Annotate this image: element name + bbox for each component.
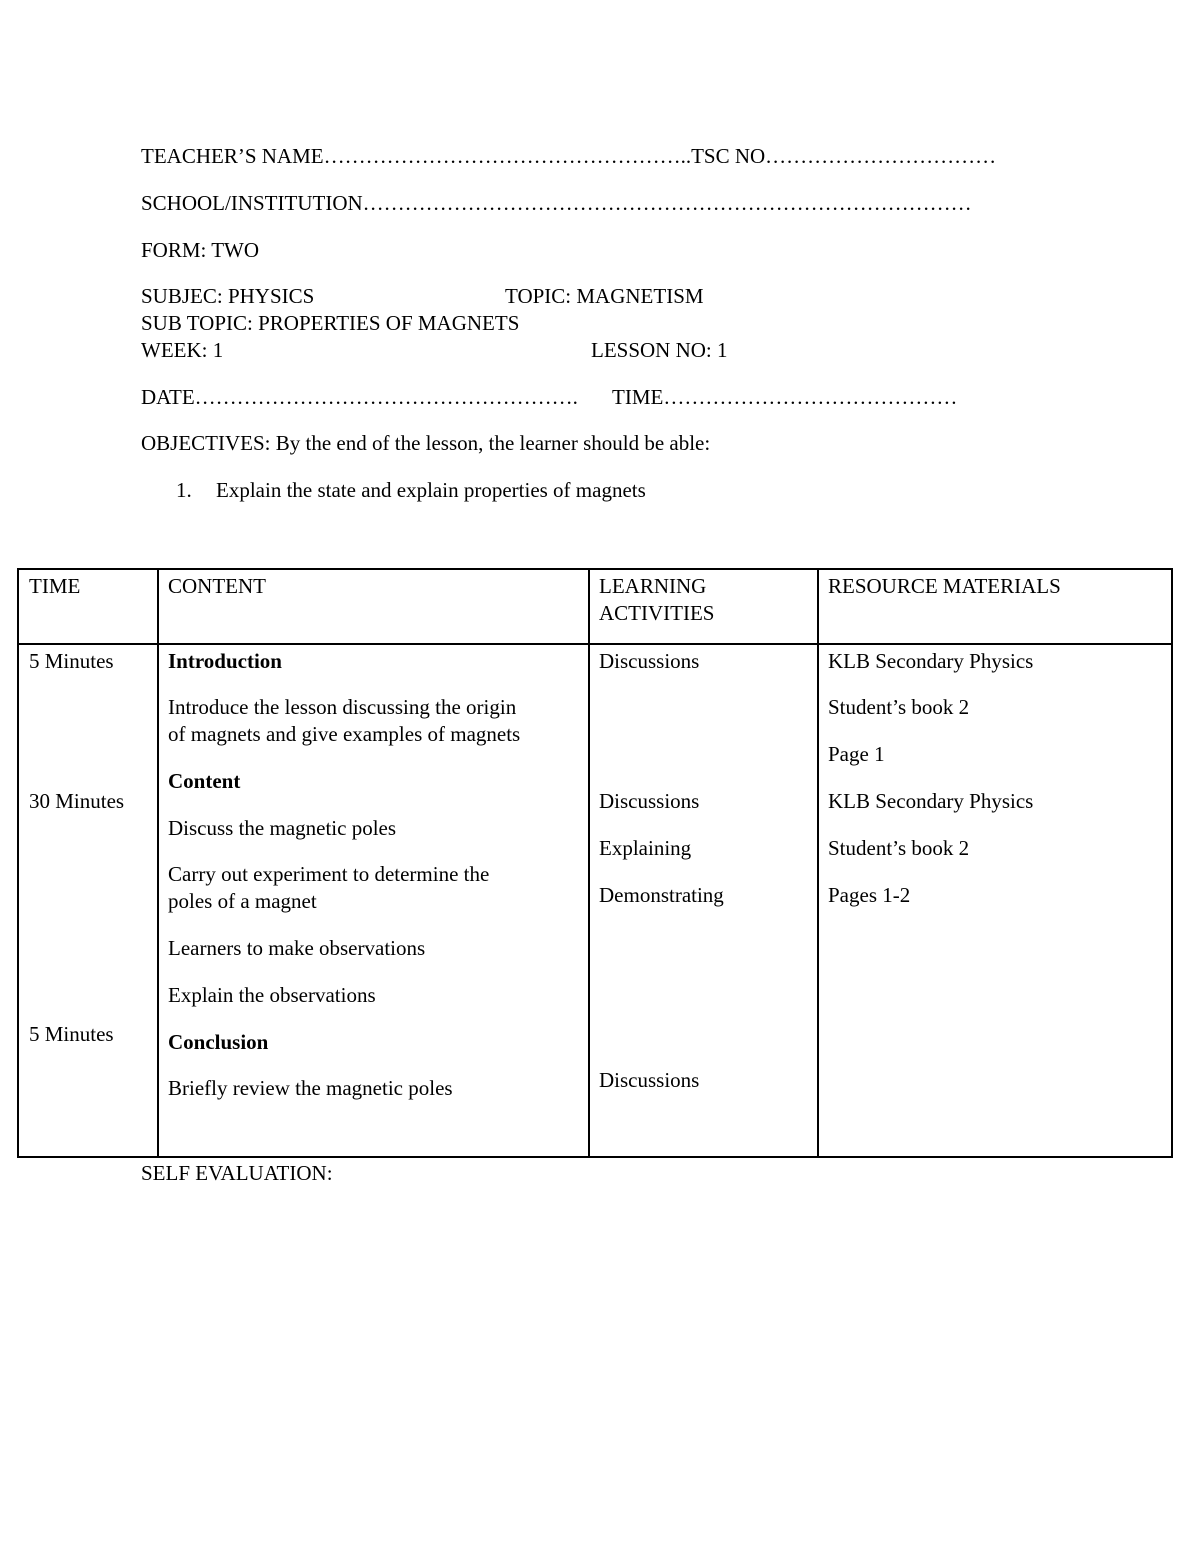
school-line: SCHOOL/INSTITUTION…………………………………………………………………………… xyxy=(141,191,972,215)
header-resources: RESOURCE MATERIALS xyxy=(828,574,1061,598)
objectives-line: OBJECTIVES: By the end of the lesson, the learner should be able: xyxy=(141,431,711,455)
objective-number: 1. xyxy=(176,478,192,502)
time-cell: 5 Minutes xyxy=(29,1022,114,1046)
header-time: TIME xyxy=(29,574,81,598)
content-heading: Content xyxy=(168,769,241,793)
column-divider xyxy=(588,570,590,1156)
time-cell: 5 Minutes xyxy=(29,649,114,673)
conclusion-heading: Conclusion xyxy=(168,1030,269,1054)
teacher-name-line: TEACHER’S NAME……………………………………………..TSC NO…………………………… xyxy=(141,144,997,168)
form-line: FORM: TWO xyxy=(141,238,260,262)
column-divider xyxy=(157,570,159,1156)
subject-line: SUBJEC: PHYSICS xyxy=(141,284,315,308)
lesson-plan-table xyxy=(17,568,1173,1158)
date-line: DATE………………………………………………. xyxy=(141,385,578,409)
content-text: Learners to make observations xyxy=(168,936,426,960)
resource-cell: KLB Secondary Physics xyxy=(828,649,1034,673)
activity-cell: Discussions xyxy=(599,649,700,673)
header-activities-line1: LEARNING xyxy=(599,574,707,598)
column-divider xyxy=(817,570,819,1156)
content-text: poles of a magnet xyxy=(168,889,317,913)
introduction-heading: Introduction xyxy=(168,649,282,673)
activity-cell: Demonstrating xyxy=(599,883,724,907)
content-text: Discuss the magnetic poles xyxy=(168,816,397,840)
activity-cell: Discussions xyxy=(599,1068,700,1092)
lesson-no-line: LESSON NO: 1 xyxy=(591,338,728,362)
content-text: Explain the observations xyxy=(168,983,376,1007)
header-activities-line2: ACTIVITIES xyxy=(599,601,715,625)
resource-cell: Student’s book 2 xyxy=(828,695,970,719)
time-line: TIME…………………………………… xyxy=(612,385,958,409)
sub-topic-line: SUB TOPIC: PROPERTIES OF MAGNETS xyxy=(141,311,520,335)
resource-cell: Page 1 xyxy=(828,742,885,766)
self-evaluation-label: SELF EVALUATION: xyxy=(141,1161,333,1185)
content-text: Briefly review the magnetic poles xyxy=(168,1076,453,1100)
activity-cell: Explaining xyxy=(599,836,692,860)
resource-cell: Pages 1-2 xyxy=(828,883,911,907)
time-cell: 30 Minutes xyxy=(29,789,125,813)
week-line: WEEK: 1 xyxy=(141,338,224,362)
header-content: CONTENT xyxy=(168,574,266,598)
content-text: of magnets and give examples of magnets xyxy=(168,722,521,746)
content-text: Introduce the lesson discussing the origin xyxy=(168,695,517,719)
topic-line: TOPIC: MAGNETISM xyxy=(505,284,704,308)
objective-text: Explain the state and explain properties of magnets xyxy=(216,478,646,502)
header-row-divider xyxy=(19,643,1171,645)
activity-cell: Discussions xyxy=(599,789,700,813)
resource-cell: Student’s book 2 xyxy=(828,836,970,860)
resource-cell: KLB Secondary Physics xyxy=(828,789,1034,813)
content-text: Carry out experiment to determine the xyxy=(168,862,490,886)
